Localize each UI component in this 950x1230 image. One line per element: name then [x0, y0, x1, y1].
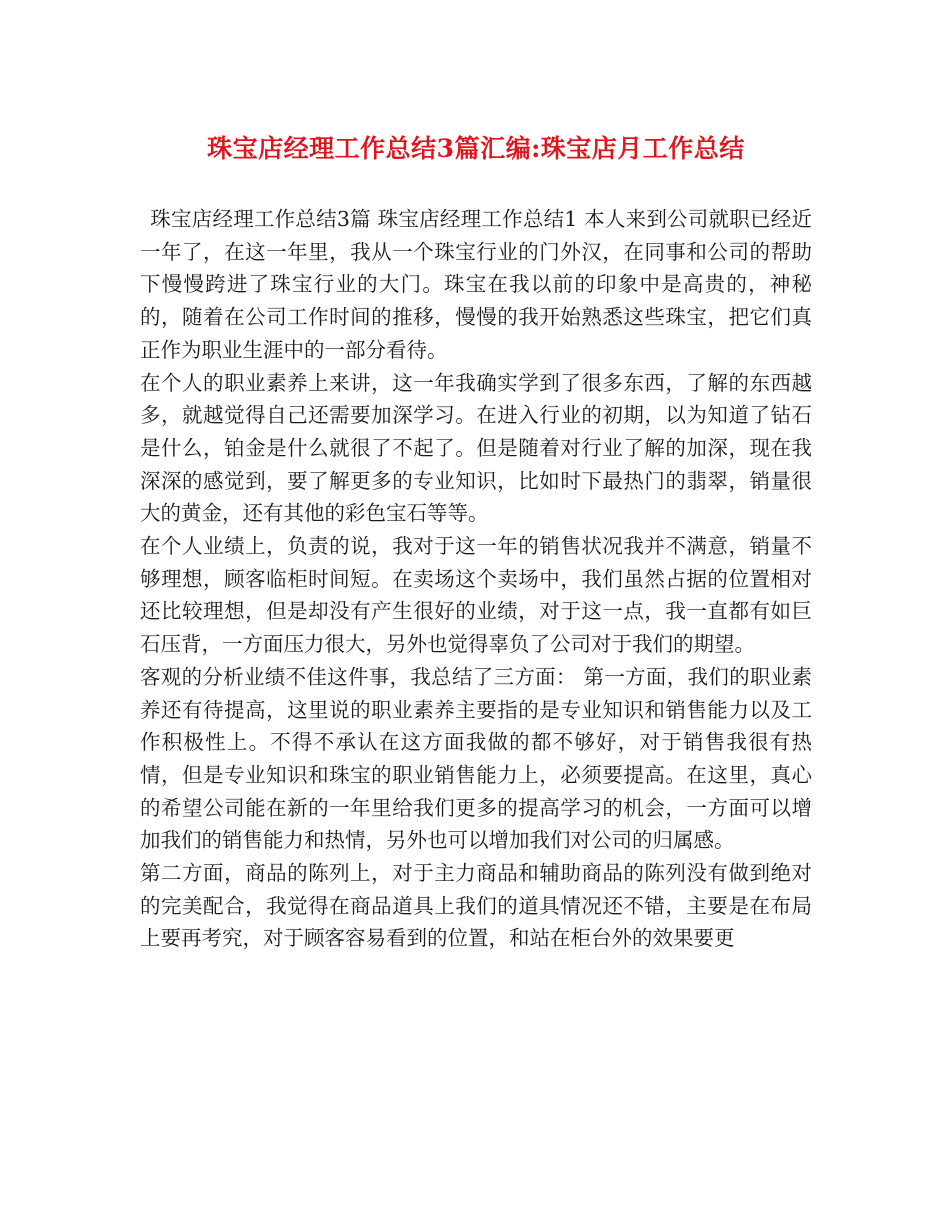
- paragraph-performance: 在个人业绩上，负责的说，我对于这一年的销售状况我并不满意，销量不够理想，顾客临柜时间短。在卖场这个卖场中，我们虽然占据的位置相对还比较理想，但是却没有产生很好的业绩，对于这一点，我一直都有如巨石压背，一方面压力很大，另外也觉得辜负了公司对于我们的期望。: [140, 534, 812, 657]
- paragraph-analysis: 客观的分析业绩不佳这件事，我总结了三方面： 第一方面，我们的职业素养还有待提高，这里说的职业素养主要指的是专业知识和销售能力以及工作积极性上。不得不承认在这方面我做的都不够好，对于销售我很有热情，但是专业知识和珠宝的职业销售能力上，必须要提高。在这里，真心的希望公司能在新的一年里给我们更多的提高学习的机会，一方面可以增加我们的销售能力和热情，另外也可以增加我们对公司的归属感。: [140, 664, 812, 853]
- document-title: 珠宝店经理工作总结3篇汇编:珠宝店月工作总结: [207, 134, 745, 163]
- paragraph-professional-skills: 在个人的职业素养上来讲，这一年我确实学到了很多东西，了解的东西越多，就越觉得自己还需要加深学习。在进入行业的初期，以为知道了钻石是什么，铂金是什么就很了不起了。但是随着对行业了解的加深，现在我深深的感觉到，要了解更多的专业知识，比如时下最热门的翡翠，销量很大的黄金，还有其他的彩色宝石等等。: [140, 370, 812, 526]
- document-body: [140, 203, 812, 955]
- paragraph-merchandise-display: 第二方面，商品的陈列上，对于主力商品和辅助商品的陈列没有做到绝对的完美配合，我觉得在商品道具上我们的道具情况还不错，主要是在布局上要再考究，对于顾客容易看到的位置，和站在柜台外的效果要更: [140, 861, 812, 951]
- paragraph-intro: 珠宝店经理工作总结3篇 珠宝店经理工作总结1 本人来到公司就职已经近一年了，在这一年里，我从一个珠宝行业的门外汉，在同事和公司的帮助下慢慢跨进了珠宝行业的大门。珠宝在我以前的印象中是高贵的，神秘的，随着在公司工作时间的推移，慢慢的我开始熟悉这些珠宝，把它们真正作为职业生涯中的一部分看待。: [140, 207, 812, 362]
